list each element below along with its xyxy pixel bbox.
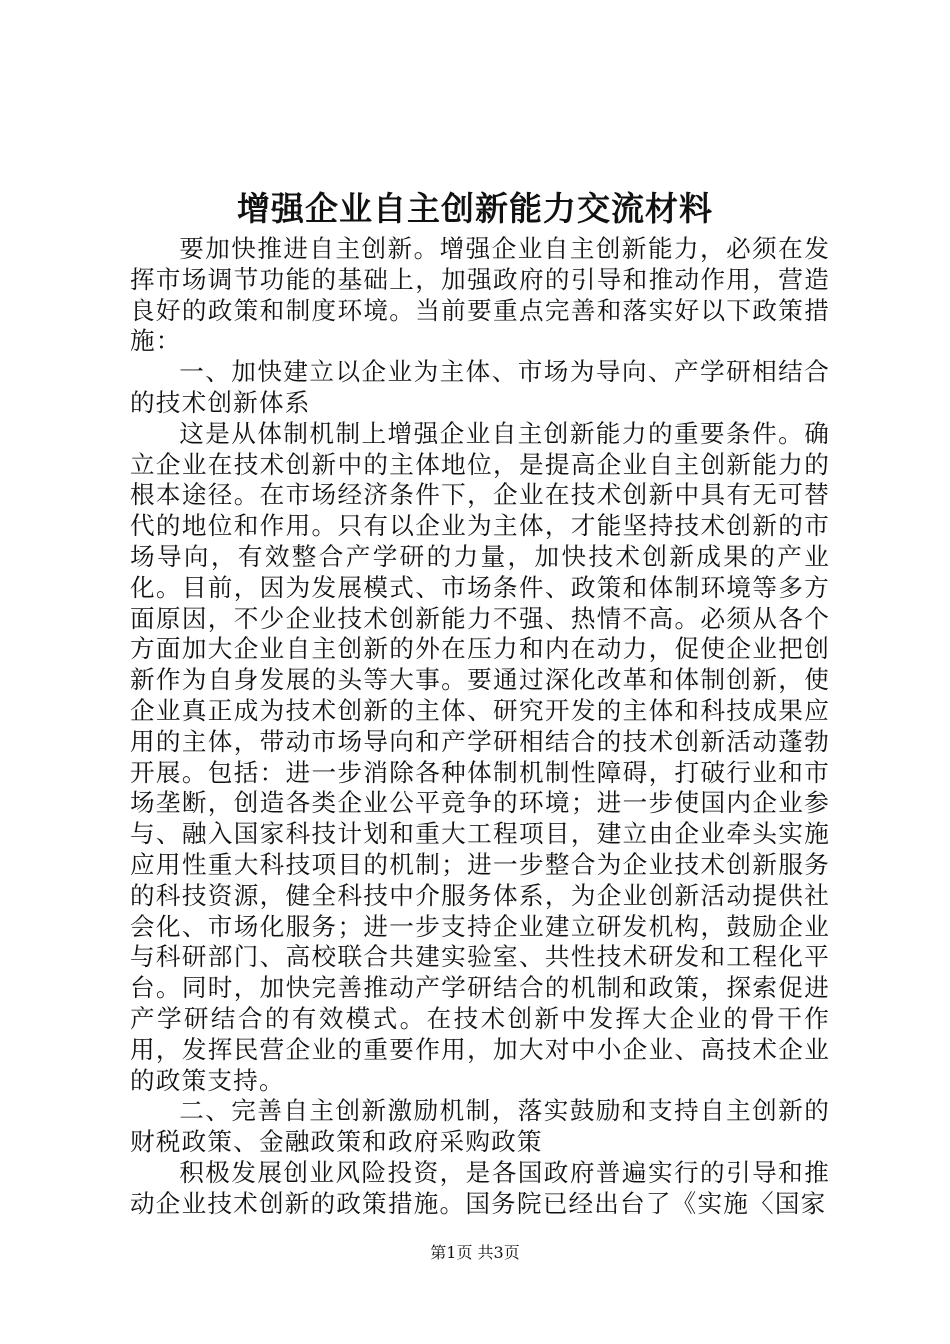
- page-number-footer: 第1页 共3页: [430, 1243, 520, 1262]
- document-body: [130, 234, 830, 1220]
- section-heading-1: 一、加快建立以企业为主体、市场为导向、产学研相结合的技术创新体系: [130, 357, 830, 417]
- section-1-paragraph: 这是从体制机制上增强企业自主创新能力的重要条件。确立企业在技术创新中的主体地位，是提高企业自主创新能力的根本途径。在市场经济条件下，企业在技术创新中具有无可替代的地位和作用。只有以企业为主体，才能坚持技术创新的市场导向，有效整合产学研的力量，加快技术创新成果的产业化。目前，因为发展模式、市场条件、政策和体制环境等多方面原因，不少企业技术创新能力不强、热情不高。必须从各个方面加大企业自主创新的外在压力和内在动力，促使企业把创新作为自身发展的头等大事。要通过深化改革和体制创新，使企业真正成为技术创新的主体、研究开发的主体和科技成果应用的主体，带动市场导向和产学研相结合的技术创新活动蓬勃开展。包括：进一步消除各种体制机制性障碍，打破行业和市场垄断，创造各类企业公平竞争的环境；进一步使国内企业参与、融入国家科技计划和重大工程项目，建立由企业牵头实施应用性重大科技项目的机制；进一步整合为企业技术创新服务的科技资源，健全科技中介服务体系，为企业创新活动提供社会化、市场化服务；进一步支持企业建立研发机构，鼓励企业与科研部门、高校联合共建实验室、共性技术研发和工程化平台。同时，加快完善推动产学研结合的机制和政策，探索促进产学研结合的有效模式。在技术创新中发挥大企业的骨干作用，发挥民营企业的重要作用，加大对中小企业、高技术企业的政策支持。: [130, 418, 830, 1095]
- intro-paragraph: 要加快推进自主创新。增强企业自主创新能力，必须在发挥市场调节功能的基础上，加强政府的引导和推动作用，营造良好的政策和制度环境。当前要重点完善和落实好以下政策措施：: [130, 234, 830, 356]
- document-title: 增强企业自主创新能力交流材料: [237, 189, 713, 228]
- section-heading-2: 二、完善自主创新激励机制，落实鼓励和支持自主创新的财税政策、金融政策和政府采购政策: [130, 1096, 830, 1157]
- section-2-paragraph: 积极发展创业风险投资，是各国政府普遍实行的引导和推动企业技术创新的政策措施。国务院已经出台了《实施〈国家: [130, 1157, 830, 1218]
